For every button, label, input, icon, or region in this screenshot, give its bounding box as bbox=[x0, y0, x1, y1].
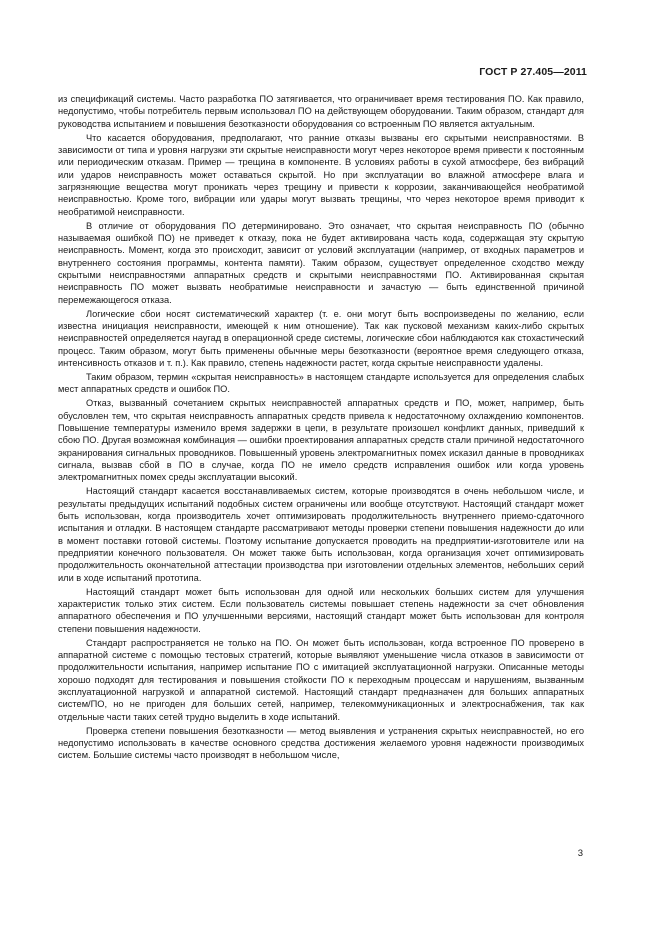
paragraph-verification-method: Проверка степени повышения безотказности — метод выявления и устранения скрытых неисправностей, но его недопустимо использовать в качестве основного средства достижения желаемого уровня надежности производимых систем. Большие системы часто производят в небольшом числе, bbox=[58, 725, 584, 761]
paragraph-scope-software: Стандарт распространяется не только на ПО. Он может быть использован, когда встроенное ПО проверено в аппаратной системе с помощью тестовых стратегий, которые выявляют уменьшение числа отказов в зависимости от продолжительности испытания, например испытание ПО с имитацией эксплуатационной нагрузки. Описанные методы хорошо подходят для тестирования и повышения стойкости ПО к переходным процессам и нарушениям, вызванным эксплуатационной нагрузкой и аппаратной системой. Настоящий стандарт предназначен для больших аппаратных систем/ПО, но не пригоден для больших сетей, например, телекоммуникационных и электроснабжения, так как отдельные части таких сетей трудно выделить в ходе испытаний. bbox=[58, 637, 584, 722]
paragraph-term-definition: Таким образом, термин «скрытая неисправность» в настоящем стандарте используется для определения слабых мест аппаратных средств и ошибок ПО. bbox=[58, 371, 584, 395]
body-text bbox=[58, 93, 584, 762]
paragraph-software-deterministic: В отличие от оборудования ПО детерминировано. Это означает, что скрытая неисправность ПО (обычно называемая ошибкой ПО) не приведет к отказу, пока не будет активирована часть кода, содержащая эту скрытую неисправность. Момент, когда это происходит, зависит от условий эксплуатации (например, от входных параметров и внутреннего состояния программы, контента памяти). Таким образом, существует определенное сходство между скрытыми неисправностями аппаратных средств и скрытыми неисправностями ПО. Активированная скрытая неисправность ПО может вызвать необратимые неисправности и зачастую — быть единственной причиной перемежающегося отказа. bbox=[58, 220, 584, 305]
paragraph-logical-failures: Логические сбои носят систематический характер (т. е. они могут быть воспроизведены по желанию, если известна инициация неисправности, имеющей к ним отношение). Так как пусковой механизм каких-либо скрытых неисправностей определяется наугад в операционной среде системы, логические сбои наблюдаются как стохастический процесс. Таким образом, могут быть применены обычные меры безотказности (вероятное время следующего отказа, интенсивность отказов и т. п.). Как правило, степень надежности растет, когда скрытые неисправности удалены. bbox=[58, 308, 584, 368]
paragraph-combined-failure: Отказ, вызванный сочетанием скрытых неисправностей аппаратных средств и ПО, может, например, быть обусловлен тем, что скрытая неисправность аппаратных средств привела к недостаточному охлаждению компонентов. Повышение температуры изменило время задержки в цепи, в результате произошел конфликт данных, приведший к сбою ПО. Другая возможная комбинация — ошибки проектирования аппаратных средств стали причиной недостаточного экранирования сигнальных проводников. Повышенный уровень электромагнитных помех исказил данные в проводниках сигнала, вызвав сбой в ПО в случае, когда ПО не имело средств исправления ошибок или когда уровень электромагнитных помех среды эксплуатации высокий. bbox=[58, 398, 584, 483]
page-number: 3 bbox=[577, 848, 583, 859]
paragraph-scope-large-systems: Настоящий стандарт может быть использован для одной или нескольких больших систем для улучшения характеристик только этих систем. Если пользователь системы повышает степень надежности за счет обновления аппаратного обеспечения и ПО улучшенными версиями, настоящий стандарт может быть использован для контроля степени повышения надежности. bbox=[58, 586, 584, 634]
paragraph-hardware-latent-faults: Что касается оборудования, предполагают, что ранние отказы вызваны его скрытыми неисправностями. В зависимости от типа и уровня нагрузки эти скрытые неисправности могут через некоторое время привести к постоянным или периодическим отказам. Пример — трещина в компоненте. В условиях работы в сухой атмосфере, без вибраций или ударов неисправность может оставаться скрытой. Но при эксплуатации во влажной атмосфере влага и загрязняющие вещества могут проникать через трещину и привести к коррозии, заканчивающейся необратимой неисправностью. Кроме того, вибрации или удары могут вызвать трещины, что через некоторое время приводит к необратимой неисправности. bbox=[58, 132, 584, 217]
standard-header: ГОСТ Р 27.405—2011 bbox=[479, 66, 587, 78]
paragraph-scope-repairable-systems: Настоящий стандарт касается восстанавливаемых систем, которые производятся в очень небольшом числе, и результаты предыдущих испытаний подобных систем ограничены или вообще отсутствуют. Настоящий стандарт может быть использован, когда производитель хочет оптимизировать продолжительность внутреннего приемо-сдаточного испытания и отладки. В настоящем стандарте рассматривают методы проверки степени повышения надежности до или в момент поставки готовой системы. Поэтому испытание допускается проводить на предприятии-изготовителе или на предприятии конечного пользователя. Он может также быть использован, когда организация хочет оптимизировать продолжительность окончательной аттестации производства при изготовлении отдельных элементов, небольших серий или в ходе испытаний прототипа. bbox=[58, 486, 584, 583]
paragraph-continuation: из спецификаций системы. Часто разработка ПО затягивается, что ограничивает время тестирования ПО. Как правило, недопустимо, чтобы потребитель первым использовал ПО на действующем оборудовании. Таким образом, стандарт для руководства испытанием и повышения безотказности оборудования со встроенным ПО является актуальным. bbox=[58, 94, 584, 129]
